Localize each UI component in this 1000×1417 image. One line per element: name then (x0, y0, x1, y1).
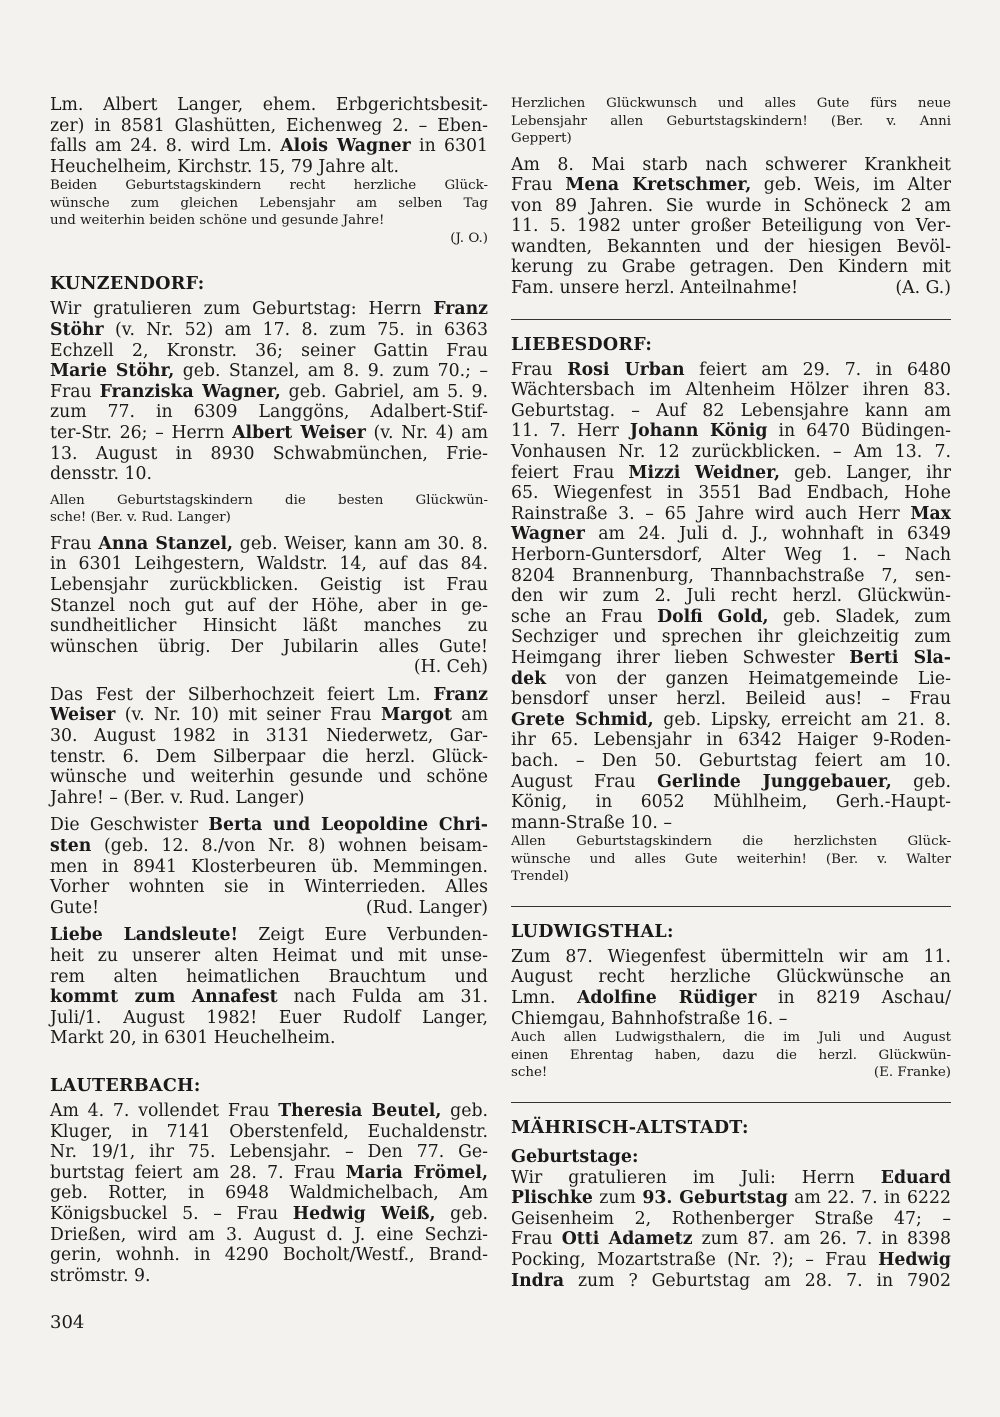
top-note: Herzlichen Glückwunsch und alles Gute fürs neue Lebensjahr allen Geburtstagskindern! (Ber. v. Anni Geppert) (511, 96, 951, 146)
subheading-geburtstage: Geburtstage: (511, 1146, 639, 1167)
section-divider (511, 906, 951, 907)
kunzendorf-paragraph-5: Liebe Landsleute! Zeigt Eure Verbunden- heit zu unserer alten Heimat und mit unse- rem alten heimatlichen Brauchtum und kommt zum Annafest nach Fulda am 31. Juli/1. August 1982! Euer Rudolf Langer, Markt 20, in 6301 Heuchelheim. (50, 925, 489, 1049)
section-divider (511, 1102, 951, 1103)
intro-paragraph: Lm. Albert Langer, ehem. Erbgerichtsbesit- zer) in 8581 Glashütten, Eichenweg 2. – Eben- falls am 24. 8. wird Lm. Alois Wagner in 6301 Heuchelheim, Kirchstr. 15, 79 Jahre alt. (50, 95, 488, 177)
left-column (50, 95, 488, 1286)
liebesdorf-paragraph: Frau Rosi Urban feiert am 29. 7. in 6480 Wächtersbach im Altenheim Hölzer ihren 83. Geburtstag. – Auf 82 Lebensjahre kann am 11. 7. Herr Johann König in 6470 Büdingen- Vonhausen Nr. 12 zurückblicken. – Am 13. 7. feiert Frau Mizzi Weidner, geb. Langer, ihr 65. Wiegenfest in 3551 Bad Endbach, Hohe Rainstraße 3. – 65 Jahre wird auch Herr Max Wagner am 24. Juli d. J., wohnhaft in 6349 Herborn-Guntersdorf, Alter Weg 1. – Nach 8204 Brannenburg, Thannbachstraße 7, sen- den wir zum 2. Juli recht herzl. Glückwün- sche an Frau Dolfi Gold, geb. Sladek, zum Sechziger und sprechen ihr gleichzeitig zum Heimgang ihrer lieben Schwester Berti Sla- dek von der ganzen Heimatgemeinde Lie- bensdorf unser herzl. Beileid aus! – Frau Grete Schmid, geb. Lipsky, erreicht am 21. 8. ihr 65. Lebensjahr in 6342 Haiger 9-Roden- bach. – Den 50. Geburtstag feiert am 10. August Frau Gerlinde Junggebauer, geb. König, in 6052 Mühlheim, Gerh.-Haupt- mann-Straße 10. – (511, 359, 951, 833)
page-number: 304 (50, 1312, 85, 1333)
intro-note: Beiden Geburtstagskindern recht herzliche Glück- wünsche zum gleichen Lebensjahr am selben Tag und weiterhin beiden schöne und gesunde Jahre! (50, 178, 488, 229)
altstadt-paragraph: Wir gratulieren im Juli: Herrn Eduard Plischke zum 93. Geburtstag am 22. 7. in 6222 Geisenheim 2, Rothenberger Straße 47; – Frau Otti Adametz zum 87. am 26. 7. in 8398 Pocking, Mozartstraße (Nr. ?); – Frau Hedwig Indra zum ? Geburtstag am 28. 7. in 7902 (511, 1167, 952, 1291)
kunzendorf-note: Allen Geburtstagskindern die besten Glückwün- sche! (Ber. v. Rud. Langer) (50, 492, 488, 526)
obituary-paragraph: Am 8. Mai starb nach schwerer Krankheit Frau Mena Kretschmer, geb. Weis, im Alter von 89 Jahren. Sie wurde in Schöneck 2 am 11. 5. 1982 unter großer Beteiligung von Ver- wandten, Bekannten und der hiesigen Bevöl- kerung zu Grabe getragen. Den Kindern mit Fam. unsere herzl. Anteilnahme! (A. G.) (511, 154, 951, 299)
section-divider (511, 319, 951, 320)
liebesdorf-note: Allen Geburtstagskindern die herzlichsten Glück- wünsche und alles Gute weiterhin! (Ber. v. Walter Trendel) (511, 834, 951, 885)
kunzendorf-paragraph-1: Wir gratulieren zum Geburtstag: Herrn Franz Stöhr (v. Nr. 52) am 17. 8. zum 75. in 6363 Echzell 2, Kronstr. 36; seiner Gattin Frau Marie Stöhr, geb. Stanzel, am 8. 9. zum 70.; – Frau Franziska Wagner, geb. Gabriel, am 5. 9. zum 77. in 6309 Langgöns, Adalbert-Stif- ter-Str. 26; – Herrn Albert Weiser (v. Nr. 4) am 13. August in 8930 Schwabmünchen, Frie- densstr. 10. (50, 299, 488, 485)
heading-lauterbach: LAUTERBACH: (50, 1075, 201, 1096)
intro-signature: (J. O.) (450, 230, 488, 246)
heading-ludwigsthal: LUDWIGSTHAL: (511, 921, 674, 942)
heading-liebesdorf: LIEBESDORF: (511, 334, 653, 355)
kunzendorf-paragraph-3: Das Fest der Silberhochzeit feiert Lm. Franz Weiser (v. Nr. 10) mit seiner Frau Margot am 30. August 1982 in 3131 Niederwetz, Gar- tenstr. 6. Dem Silberpaar die herzl. Glück- wünsche und weiterhin gesunde und schöne Jahre! – (Ber. v. Rud. Langer) (50, 684, 488, 808)
ludwigsthal-paragraph: Zum 87. Wiegenfest übermitteln wir am 11. August recht herzliche Glückwünsche an Lmn. Adolfine Rüdiger in 8219 Aschau/ Chiemgau, Bahnhofstraße 16. – (511, 946, 951, 1029)
right-column (511, 95, 951, 1291)
ludwigsthal-note: Auch allen Ludwigsthalern, die im Juli und August einen Ehrentag haben, dazu die herzl. Glückwün- sche! (E. Franke) (511, 1030, 951, 1081)
kunzendorf-paragraph-2: Frau Anna Stanzel, geb. Weiser, kann am 30. 8. in 6301 Leihgestern, Waldstr. 14, auf das 84. Lebensjahr zurückblicken. Geistig ist Frau Stanzel noch gut auf der Höhe, aber in ge- sundheitlicher Hinsicht läßt manches zu wünschen übrig. Der Jubilarin alles Gute! (H. Ceh) (50, 533, 488, 678)
lauterbach-paragraph: Am 4. 7. vollendet Frau Theresia Beutel, geb. Kluger, in 7141 Oberstenfeld, Euchaldenstr. Nr. 19/1, ihr 75. Lebensjahr. – Den 77. Ge- burtstag feiert am 28. 7. Frau Maria Frömel, geb. Rotter, in 6948 Waldmichelbach, Am Königsbuckel 5. – Frau Hedwig Weiß, geb. Drießen, wird am 3. August d. J. eine Sechzi- gerin, wohnh. in 4290 Bocholt/Westf., Brand- strömstr. 9. (50, 1100, 489, 1286)
heading-maehrisch-altstadt: MÄHRISCH-ALTSTADT: (511, 1117, 749, 1138)
kunzendorf-paragraph-4: Die Geschwister Berta und Leopoldine Chri- sten (geb. 12. 8./von Nr. 8) wohnen beisam- men in 8941 Klosterbeuren üb. Memmingen. Vorher wohnten sie in Winterrieden. Alles Gute! (Rud. Langer) (50, 815, 488, 918)
heading-kunzendorf: KUNZENDORF: (50, 274, 205, 295)
